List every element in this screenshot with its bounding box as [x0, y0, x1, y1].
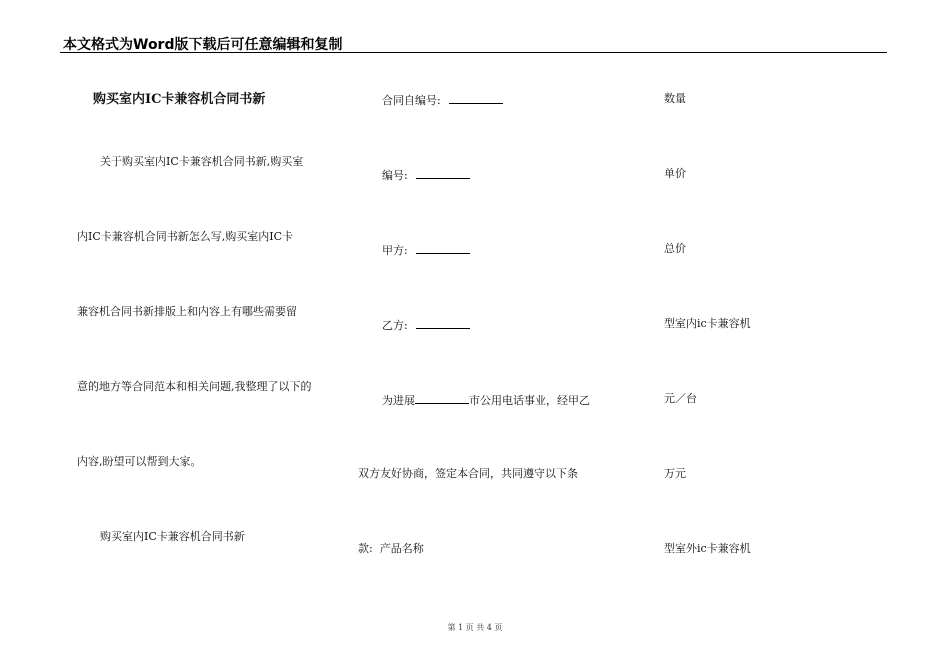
table-item-unit: 元／台 [664, 392, 697, 405]
section-subtitle: 购买室内IC卡兼容机合同书新 [100, 530, 245, 543]
table-item-quantity: 数量 [664, 92, 686, 105]
page-number: 第 1 页 共 4 页 [447, 623, 503, 632]
number-field [382, 167, 470, 183]
agreement-text-before: 为进展 [382, 394, 415, 407]
party-b-label: 乙方: [382, 319, 408, 332]
body-line-5: 内容,盼望可以帮到大家。 [77, 455, 202, 468]
body-line-4: 意的地方等合同范本和相关问题,我整理了以下的 [77, 380, 312, 393]
table-item-indoor-model: 型室内ic卡兼容机 [664, 317, 751, 330]
document-title: 购买室内IC卡兼容机合同书新 [93, 92, 266, 107]
party-a-label: 甲方: [382, 244, 408, 257]
agreement-text-after: 市公用电话事业，经甲乙 [469, 394, 590, 407]
agreement-line-2: 双方友好协商，签定本合同，共同遵守以下条 [358, 467, 578, 480]
body-line-2: 内IC卡兼容机合同书新怎么写,购买室内IC卡 [77, 230, 294, 243]
contract-number-label: 合同自编号: [382, 94, 441, 107]
body-line-3: 兼容机合同书新排版上和内容上有哪些需要留 [77, 305, 297, 318]
body-line-1: 关于购买室内IC卡兼容机合同书新,购买室 [100, 155, 304, 168]
document-header-title: 本文格式为Word版下载后可任意编辑和复制 [63, 37, 343, 53]
table-item-total-price: 总价 [664, 242, 686, 255]
table-item-ten-thousand: 万元 [664, 467, 686, 480]
contract-number-blank [449, 92, 503, 104]
contract-number-field [382, 92, 503, 108]
number-label: 编号: [382, 169, 408, 182]
agreement-line-3: 款: 产品名称 [358, 542, 424, 555]
party-b-field [382, 317, 470, 333]
table-item-unit-price: 单价 [664, 167, 686, 180]
number-blank [416, 167, 470, 179]
table-item-outdoor-model: 型室外ic卡兼容机 [664, 542, 751, 555]
city-blank [415, 392, 469, 404]
party-a-blank [416, 242, 470, 254]
party-a-field [382, 242, 470, 258]
agreement-line-1 [382, 392, 590, 408]
header-divider [60, 52, 887, 53]
party-b-blank [416, 317, 470, 329]
